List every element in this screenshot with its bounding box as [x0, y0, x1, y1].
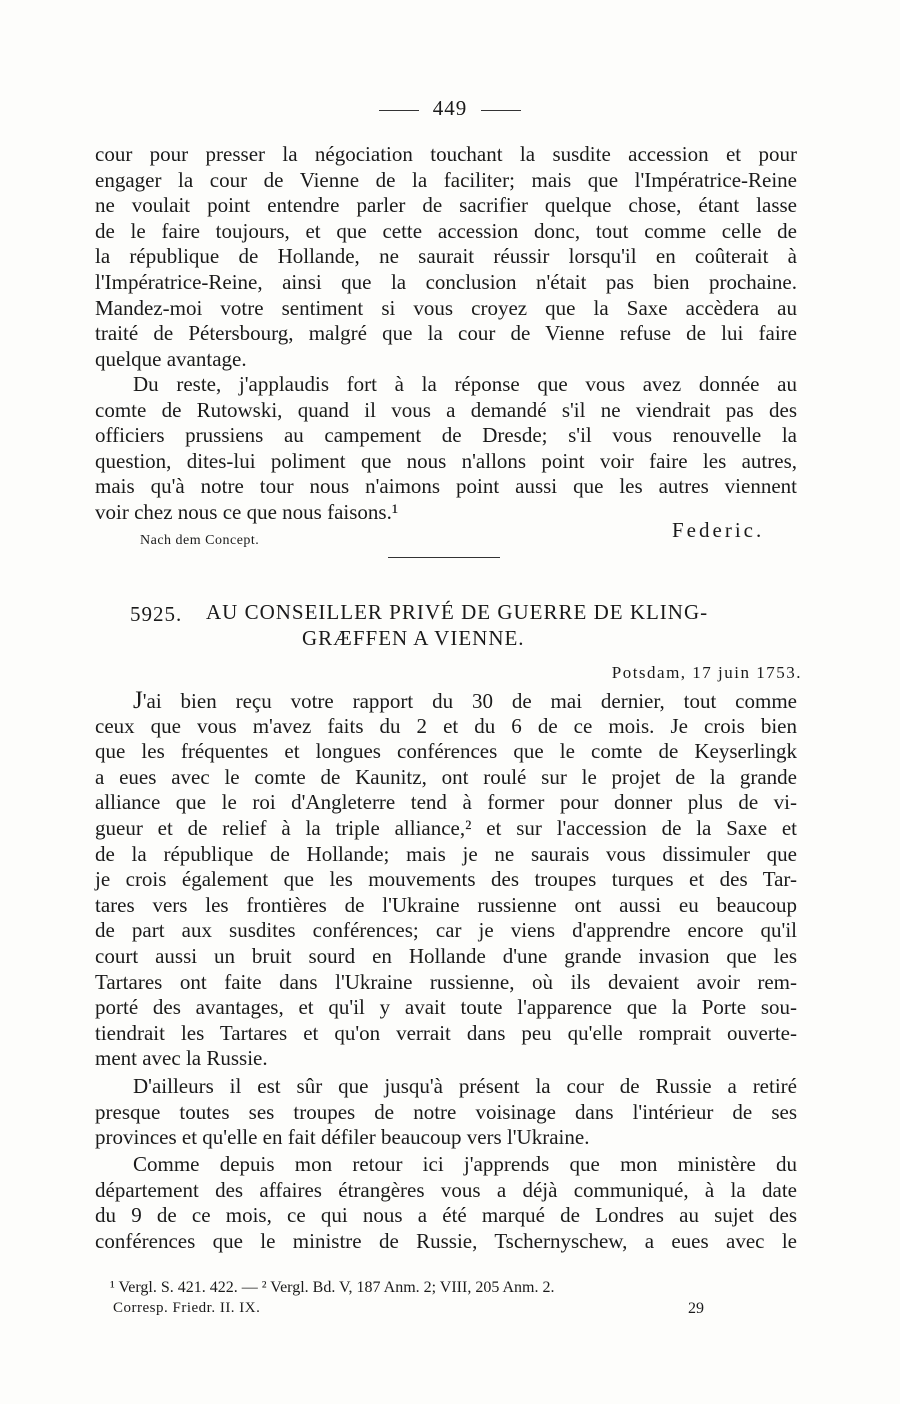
text-line: tiendrait les Tartares et qu'on verrait dans peu qu'elle romprait ouverte-: [95, 1020, 797, 1045]
footnote-line: ¹ Vergl. S. 421. 422. — ² Vergl. Bd. V, 187 Anm. 2; VIII, 205 Anm. 2.: [110, 1279, 555, 1296]
dateline: Potsdam, 17 juin 1753.: [611, 663, 802, 682]
text-line: ceux que vous m'avez faits du 2 et du 6 de ce mois. Je crois bien: [95, 713, 797, 738]
heading-line-2: GRÆFFEN A VIENNE.: [302, 626, 525, 650]
text-line: de part aux susdites conférences; car je viens d'apprendre encore qu'il: [95, 918, 797, 943]
text-line: du 9 de ce mois, ce qui nous a été marqué de Londres au sujet des: [95, 1203, 797, 1228]
header-dash-left: [379, 110, 419, 111]
text-line: engager la cour de Vienne de la faciliter; mais que l'Impératrice-Reine: [95, 167, 797, 192]
text-line: officiers prussiens au campement de Dresde; s'il vous renouvelle la: [95, 423, 797, 448]
text-line: traité de Pétersbourg, malgré que la cour de Vienne refuse de lui faire: [95, 321, 797, 346]
text-line: comte de Rutowski, quand il vous a demandé s'il ne viendrait pas des: [95, 397, 797, 422]
text-line: alliance que le roi d'Angleterre tend à former pour donner plus de vi-: [95, 790, 797, 815]
paragraph-3: [95, 688, 797, 1072]
page-header: [0, 96, 900, 121]
text-line: voir chez nous ce que nous faisons.¹: [95, 499, 399, 524]
heading-line-1: AU CONSEILLER PRIVÉ DE GUERRE DE KLING-: [206, 600, 709, 624]
paragraph-5: [95, 1152, 797, 1254]
text-line: ment avec la Russie.: [95, 1046, 268, 1071]
footnotes: [110, 1276, 790, 1300]
text-line: tares vers les frontières de l'Ukraine russienne ont aussi eu beaucoup: [95, 892, 797, 917]
text-line: a eues avec le comte de Kaunitz, ont roulé sur le projet de la grande: [95, 764, 797, 789]
text-line: [95, 688, 797, 714]
footer-signature: Corresp. Friedr. II. IX.: [113, 1300, 261, 1316]
text-line: département des affaires étrangères vous a déjà communiqué, à la date: [95, 1177, 797, 1202]
text-line: D'ailleurs il est sûr que jusqu'à présent la cour de Russie a retiré: [133, 1074, 797, 1098]
text-line: ne voulait point entendre parler de sacrifier quelque chose, étant lasse: [95, 193, 797, 218]
text-line: que les fréquentes et longues conférences que le comte de Keyserlingk: [95, 739, 797, 764]
text-line: de la république de Hollande; mais je ne saurais vous dissimuler que: [95, 841, 797, 866]
text-line: de le faire toujours, et que cette accession donc, tout comme celle de: [95, 218, 797, 243]
paragraph-4: [95, 1074, 797, 1151]
text-line: Tartares ont faite dans l'Ukraine russienne, où ils devaient avoir rem-: [95, 969, 797, 994]
initial-letter: J: [133, 687, 143, 714]
text-line: court aussi un bruit sourd en Hollande d'une grande invasion que les: [95, 943, 797, 968]
header-dash-right: [481, 110, 521, 111]
text-line: porté des avantages, et qu'il y avait toute l'apparence que la Porte sou-: [95, 995, 797, 1020]
document-number: 5925.: [130, 602, 183, 626]
paragraph-1: [95, 142, 797, 372]
page-number: 449: [432, 96, 468, 120]
text-line: cour pour presser la négociation touchant la susdite accession et pour: [95, 142, 797, 166]
text-fragment: 'ai bien reçu votre rapport du 30 de mai dernier, tout comme: [142, 689, 797, 713]
text-line: Mandez-moi votre sentiment si vous croyez que la Saxe accèdera au: [95, 295, 797, 320]
text-line: quelque avantage.: [95, 346, 247, 371]
section-divider: [388, 557, 500, 558]
text-line: mais qu'à notre tour nous n'aimons point aussi que les autres viennent: [95, 474, 797, 499]
paragraph-2: [95, 372, 797, 526]
text-line: Comme depuis mon retour ici j'apprends que mon ministère du: [133, 1152, 797, 1176]
text-line: conférences que le ministre de Russie, Tschernyschew, a eues avec le: [95, 1228, 797, 1253]
text-line: la république de Hollande, ne saurait réussir lorsqu'il en coûterait à: [95, 244, 797, 269]
text-line: je crois également que les mouvements des troupes turques et des Tar-: [95, 867, 797, 892]
text-line: Du reste, j'applaudis fort à la réponse que vous avez donnée au: [133, 372, 797, 396]
source-note: Nach dem Concept.: [140, 533, 260, 548]
signature: Federic.: [672, 518, 765, 542]
footer-sheet-number: 29: [688, 1300, 704, 1317]
text-line: presque toutes ses troupes de notre voisinage dans l'intérieur de ses: [95, 1099, 797, 1124]
text-line: gueur et de relief à la triple alliance,² et sur l'accession de la Saxe et: [95, 815, 797, 840]
text-line: question, dites-lui poliment que nous n'allons point voir faire les autres,: [95, 448, 797, 473]
text-line: provinces et qu'elle en fait défiler beaucoup vers l'Ukraine.: [95, 1125, 590, 1150]
text-line: l'Impératrice-Reine, ainsi que la conclusion n'était pas bien prochaine.: [95, 269, 797, 294]
